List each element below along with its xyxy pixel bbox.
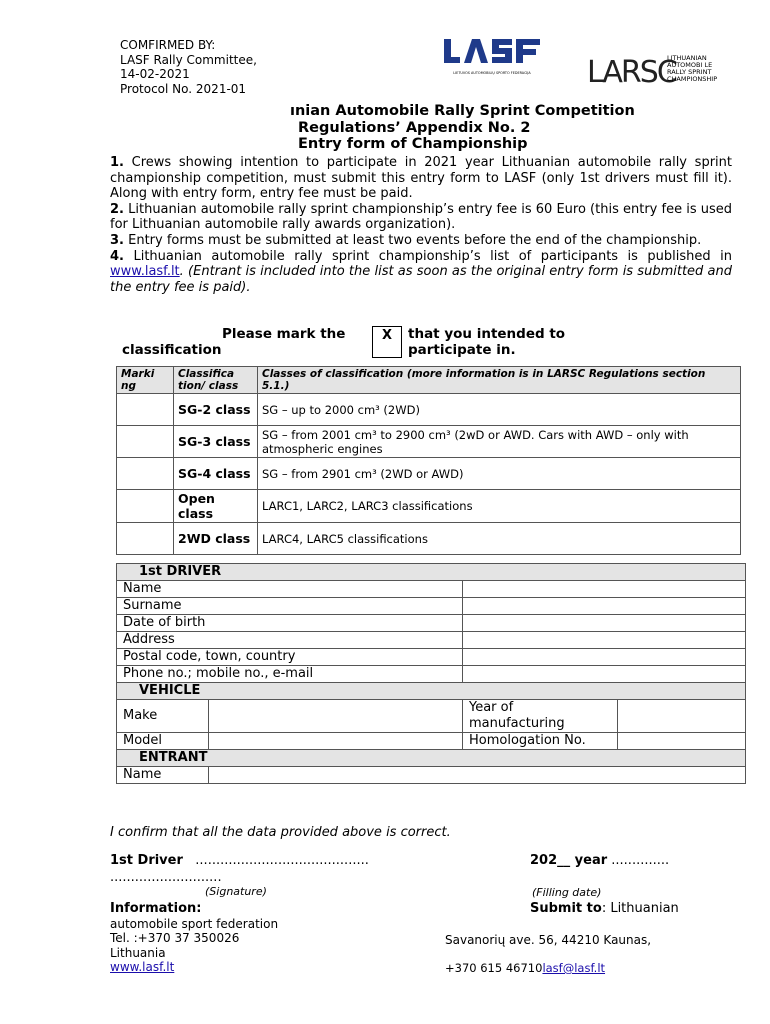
title-line-3: Entry form of Championship: [298, 136, 528, 152]
lasf-logo-subtitle: LIETUVOS AUTOMOBILIŲ SPORTO FEDERACIJA: [453, 71, 531, 75]
information-label: Information:: [110, 901, 202, 916]
table-row: [117, 426, 741, 458]
homologation-label: Homologation No.: [463, 733, 618, 750]
table-row: [117, 394, 741, 426]
field-label: Name: [117, 581, 463, 598]
col-header-class: Classifica tion/ class: [174, 367, 258, 394]
rules-paragraphs: [110, 155, 732, 295]
document-title: [290, 103, 635, 153]
postal-input[interactable]: [463, 649, 746, 666]
mark-right-text-2: participate in.: [408, 342, 516, 358]
driver-dots: ..........................................: [195, 853, 369, 868]
date-line: [530, 853, 669, 899]
submit-phone: +370 615 46710: [445, 961, 543, 975]
class-description: SG – up to 2000 cm³ (2WD): [258, 394, 741, 426]
larsc-logo: [587, 52, 727, 90]
confirmation-block: [120, 38, 257, 96]
table-row: [117, 523, 741, 555]
larsc-logo-sub: RALLY SPRINT: [667, 68, 712, 76]
driver-dots-2: ...........................: [110, 870, 222, 885]
year-dots: ..............: [611, 853, 670, 868]
model-input[interactable]: [209, 733, 463, 750]
driver-signature-line-2: [110, 870, 267, 898]
info-website-link[interactable]: www.lasf.lt: [110, 960, 175, 974]
larsc-logo-text: LARSC: [587, 55, 676, 90]
vehicle-section-header: VEHICLE: [117, 683, 746, 700]
confirmed-line: 14-02-2021: [120, 67, 190, 81]
info-line: Lithuania: [110, 945, 166, 960]
driver-vehicle-table: [116, 563, 746, 784]
driver-label: 1st Driver: [110, 853, 183, 868]
title-line-1: ınian Automobile Rally Sprint Competition: [290, 103, 635, 119]
field-label: Date of birth: [117, 615, 463, 632]
class-description: LARC1, LARC2, LARC3 classifications: [258, 490, 741, 523]
marking-cell[interactable]: [117, 394, 174, 426]
field-label: Phone no.; mobile no., e-mail: [117, 666, 463, 683]
info-line: automobile sport federation: [110, 916, 279, 931]
class-name: SG-3 class: [174, 426, 258, 458]
col-header-marking: Marki ng: [117, 367, 174, 394]
mark-example-box: X: [372, 326, 402, 358]
submit-email-link[interactable]: lasf@lasf.lt: [542, 961, 606, 975]
larsc-logo-sub: AUTOMOBI LE: [667, 61, 713, 69]
contact-input[interactable]: [463, 666, 746, 683]
year-input[interactable]: [618, 700, 746, 733]
surname-input[interactable]: [463, 598, 746, 615]
model-label: Model: [117, 733, 209, 750]
confirmed-line: Protocol No. 2021-01: [120, 81, 247, 96]
class-name: Open class: [174, 490, 258, 523]
col-header-description: Classes of classification (more information is in LARSC Regulations section 5.1.): [258, 367, 741, 394]
class-description: SG – from 2001 cm³ to 2900 cm³ (2wD or AWD. Cars with AWD – only with atmospheric engines: [258, 426, 741, 458]
make-label: Make: [117, 700, 209, 733]
class-name: SG-4 class: [174, 458, 258, 490]
entrant-section-header: ENTRANT: [117, 750, 746, 767]
title-line-2: Regulations’ Appendix No. 2: [298, 119, 531, 136]
entrant-name-input[interactable]: [209, 767, 746, 784]
dob-input[interactable]: [463, 615, 746, 632]
larsc-logo-sub: LITHUANIAN: [667, 54, 707, 62]
rule-2: 2. Lithuanian automobile rally sprint championship’s entry fee is 60 Euro (this entry fee is used for Lithuanian automobile rally awards organization).: [110, 201, 732, 233]
submit-text: : Lithuanian: [601, 901, 679, 916]
lasf-logo: [442, 37, 542, 79]
rule-4: 4. Lithuanian automobile rally sprint championship’s list of participants is published in www.lasf.lt. (Entrant is included into the list as soon as the original entry form is submitted and the entry fee is paid).: [110, 248, 732, 295]
mark-instruction: [122, 326, 722, 362]
rule-3: 3. Entry forms must be submitted at least two events before the end of the championship.: [110, 232, 702, 248]
submit-label: Submit to: [530, 901, 602, 916]
class-description: SG – from 2901 cm³ (2WD or AWD): [258, 458, 741, 490]
homologation-input[interactable]: [618, 733, 746, 750]
field-label: Surname: [117, 598, 463, 615]
make-input[interactable]: [209, 700, 463, 733]
lasf-link[interactable]: www.lasf.lt: [110, 264, 180, 280]
mark-left-text-2: classification: [122, 342, 222, 358]
name-input[interactable]: [463, 581, 746, 598]
submit-block: [445, 902, 679, 976]
filling-date-label: (Filling date): [532, 886, 602, 899]
submit-address: Savanorių ave. 56, 44210 Kaunas,: [445, 932, 652, 947]
classification-table: [116, 366, 741, 555]
marking-cell[interactable]: [117, 426, 174, 458]
field-label: Address: [117, 632, 463, 649]
address-input[interactable]: [463, 632, 746, 649]
year-label: 202__ year: [530, 853, 608, 868]
table-row: [117, 458, 741, 490]
mark-right-text: that you intended to: [408, 326, 566, 342]
confirmed-line: COMFIRMED BY:: [120, 38, 216, 52]
marking-cell[interactable]: [117, 458, 174, 490]
mark-left-text: Please mark the: [222, 326, 346, 342]
rule-1: 1. Crews showing intention to participate in 2021 year Lithuanian automobile rally sprint championship competition, must submit this entry form to LASF (only 1st drivers must fill it). Along with entry form, entry fee must be paid.: [110, 155, 732, 202]
class-description: LARC4, LARC5 classifications: [258, 523, 741, 555]
signature-label: (Signature): [205, 885, 267, 898]
info-line: Tel. :+370 37 350026: [110, 931, 240, 945]
field-label: Postal code, town, country: [117, 649, 463, 666]
information-block: [110, 902, 278, 975]
entrant-name-label: Name: [117, 767, 209, 784]
class-name: SG-2 class: [174, 394, 258, 426]
marking-cell[interactable]: [117, 490, 174, 523]
marking-cell[interactable]: [117, 523, 174, 555]
confirmed-line: LASF Rally Committee,: [120, 52, 257, 67]
confirm-statement: I confirm that all the data provided above is correct.: [110, 825, 451, 840]
class-name: 2WD class: [174, 523, 258, 555]
table-row: [117, 490, 741, 523]
year-label: Year of manufacturing: [463, 700, 618, 733]
larsc-logo-sub: CHAMPIONSHIP: [667, 75, 718, 83]
driver-signature-line: [110, 853, 369, 868]
driver-section-header: 1st DRIVER: [117, 564, 746, 581]
